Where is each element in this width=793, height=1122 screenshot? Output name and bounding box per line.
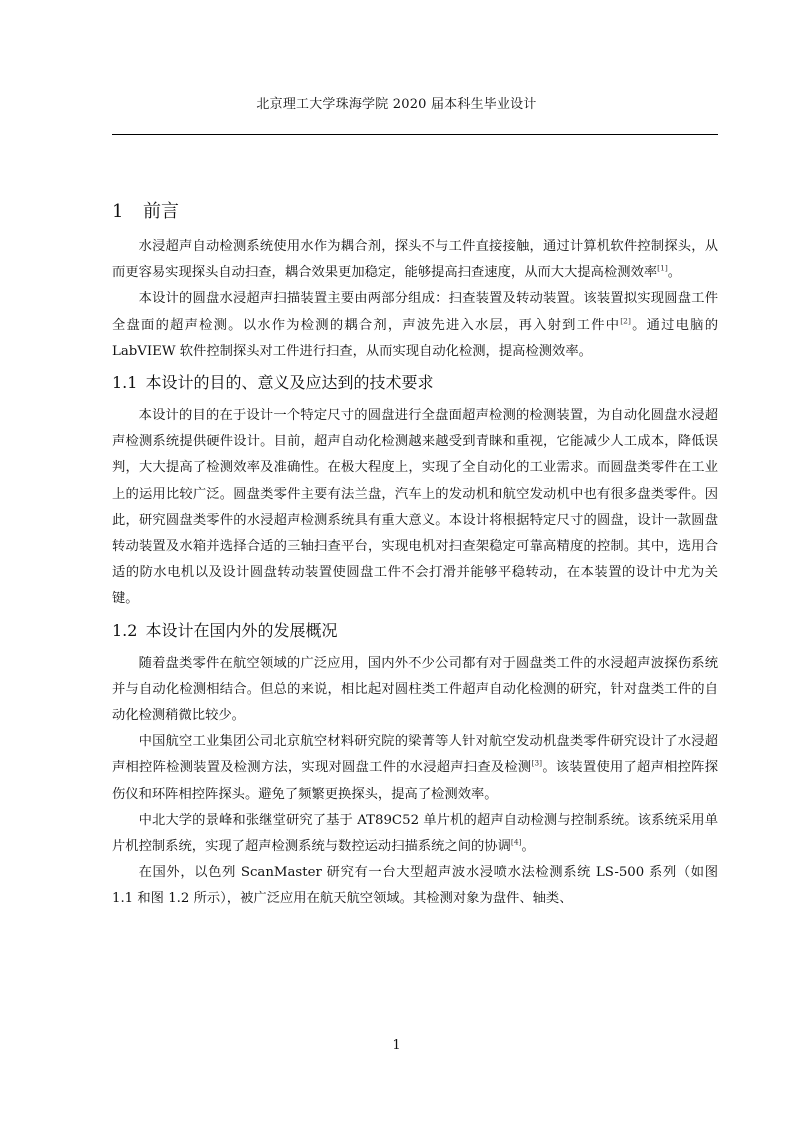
paragraph-text: 本设计的圆盘水浸超声扫描装置主要由两部分组成：扫查装置及转动装置。该装置拟实现圆盘工件全盘面的超声检测。以水作为检测的耦合剂，声波先进入水层，再入射到工件中: [112, 291, 718, 333]
page-header: 北京理工大学珠海学院 2020 届本科生毕业设计: [256, 97, 537, 112]
paragraph: [112, 808, 718, 860]
paragraph-text: 水浸超声自动检测系统使用水作为耦合剂，探头不与工件直接接触，通过计算机软件控制探头，从而更容易实现探头自动扫查，耦合效果更加稳定，能够提高扫查速度，从而大大提高检测效率: [112, 239, 718, 281]
section-title: 本设计的目的、意义及应达到的技术要求: [145, 373, 434, 393]
section-title: 前言: [143, 201, 179, 222]
header-rule: [112, 134, 718, 135]
section-number: 1.2: [112, 620, 138, 640]
section-1-1-heading: [112, 372, 718, 394]
page-number: 1: [392, 1038, 401, 1053]
paragraph-text: 。: [667, 265, 682, 281]
citation: [1]: [657, 263, 668, 273]
section-title: 本设计在国内外的发展概况: [145, 620, 338, 640]
citation: [4]: [510, 837, 522, 847]
paragraph: [112, 860, 718, 912]
paragraph-text: 。通过电脑的 LabVIEW 软件控制探头对工件进行扫查，从而实现自动化检测，提高检测效率。: [112, 317, 719, 359]
paragraph: 本设计的目的在于设计一个特定尺寸的圆盘进行全盘面超声检测的检测装置，为自动化圆盘水浸超声检测系统提供硬件设计。目前，超声自动化检测越来越受到青睐和重视，它能减少人工成本，降低误判，大大提高了检测效率及准确性。在极大程度上，实现了全自动化的工业需求。而圆盘类零件在工业上的运用比较广泛。圆盘类零件主要有法兰盘，汽车上的发动机和航空发动机中也有很多盘类零件。因此，研究圆盘类零件的水浸超声检测系统具有重大意义。本设计将根据特定尺寸的圆盘，设计一款圆盘转动装置及水箱并选择合适的三轴扫查平台，实现电机对扫查架稳定可靠高精度的控制。其中，选用合适的防水电机以及设计圆盘转动装置使圆盘工件不会打滑并能够平稳转动，在本装置的设计中尤为关键。: [112, 408, 718, 607]
paragraph-text: 中北大学的景峰和张继堂研究了基于 AT89C52 单片机的超声自动检测与控制系统。该系统采用单片机控制系统，实现了超声检测系统与数控运动扫描系统之间的协调: [112, 812, 718, 855]
section-number: 1.1: [112, 373, 138, 393]
paragraph-text: 随着盘类零件在航空领域的广泛应用，国内外不少公司都有对于圆盘类工件的水浸超声波探伤系统并与自动化检测相结合。但总的来说，相比起对圆柱类工件超声自动化检测的研究，针对盘类工件的自动化检测稍微比较少。: [112, 655, 718, 724]
paragraph-text: 。该装置使用了超声相控阵探伤仪和环阵相控阵探头。避免了频繁更换探头，提高了检测效率。: [112, 760, 718, 802]
paragraph: [112, 729, 718, 808]
section-number: 1: [112, 201, 124, 222]
paragraph: [112, 234, 718, 286]
paragraph: [112, 286, 718, 365]
citation: [2]: [620, 316, 631, 326]
section-1-heading: [112, 197, 718, 227]
paragraph-text: 中国航空工业集团公司北京航空材料研究院的梁菁等人针对航空发动机盘类零件研究设计了水浸超声相控阵检测装置及检测方法，实现对圆盘工件的水浸超声扫查及检测: [112, 734, 718, 776]
paragraph-text: 在国外，以色列 ScanMaster 研究有一台大型超声波水浸喷水法检测系统 LS-500 系列（如图 1.1 和图 1.2 所示），被广泛应用在航天航空领域。其检测对象为盘件、轴类、: [112, 865, 718, 907]
page-body: [112, 197, 718, 913]
section-1-2-heading: [112, 620, 718, 642]
citation: [3]: [531, 759, 543, 769]
paragraph-text: 。: [521, 839, 535, 855]
paragraph: [112, 651, 718, 730]
